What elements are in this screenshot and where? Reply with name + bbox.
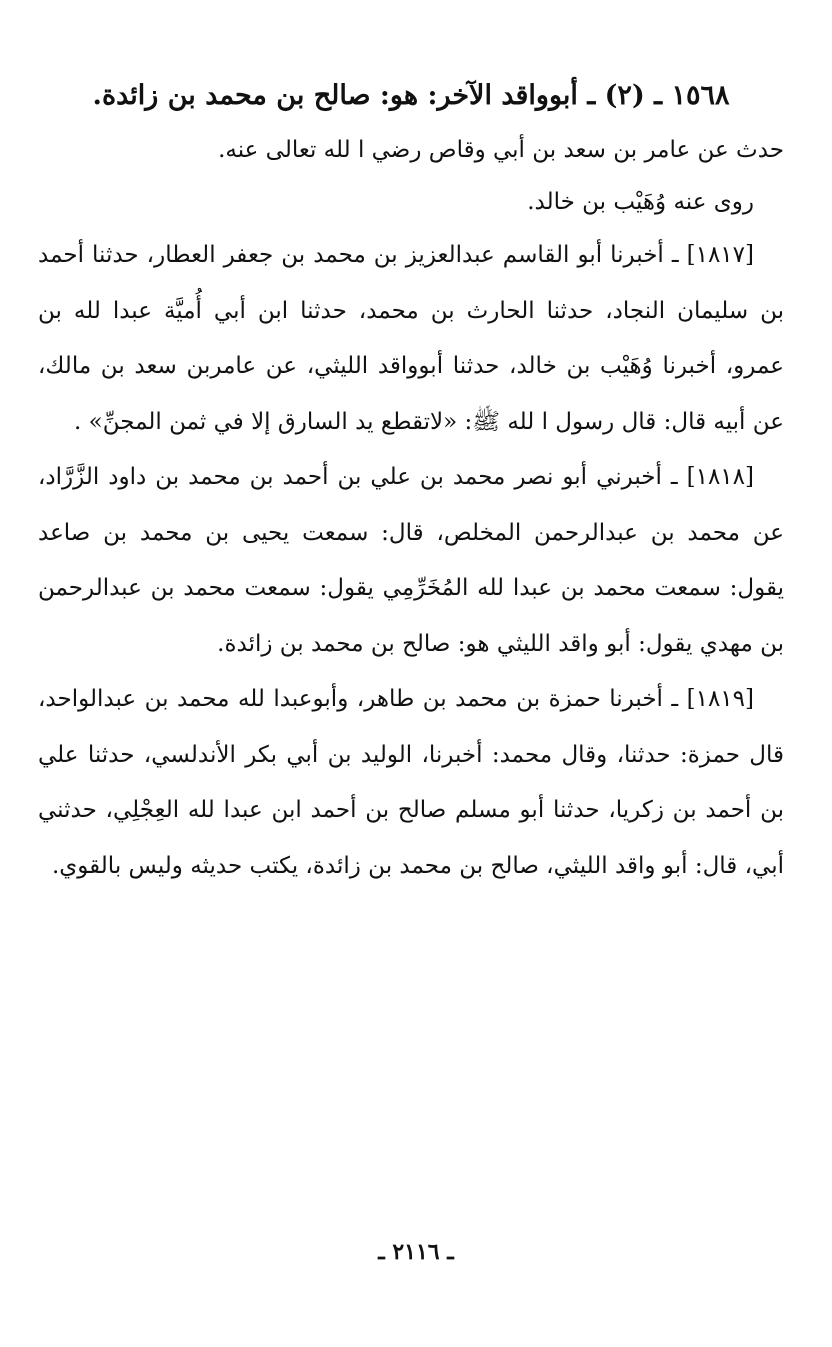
- intro-line-1: حدث عن عامر بن سعد بن أبي وقاص رضي ا لله تعالى عنه.: [218, 137, 784, 163]
- page-body: [38, 70, 784, 894]
- intro-line-2: روى عنه وُهَيْب بن خالد.: [527, 189, 754, 215]
- paragraph-1818: [١٨١٨] ـ أخبرني أبو نصر محمد بن علي بن أحمد بن محمد بن داود الزَّرَّاد، عن محمد بن عبدالرحمن المخلص، قال: سمعت يحيى بن محمد بن صاعد يقول: سمعت محمد بن عبدا لله المُخَرِّمِي يقول: سمعت محمد بن عبدالرحمن بن مهدي يقول: أبو واقد الليثي هو: صالح بن محمد بن زائدة.: [38, 464, 784, 657]
- paragraph-1819: [١٨١٩] ـ أخبرنا حمزة بن محمد بن طاهر، وأبوعبدا لله محمد بن عبدالواحد، قال حمزة: حدثنا، وقال محمد: أخبرنا، الوليد بن أبي بكر الأندلسي، حدثنا علي بن أحمد بن زكريا، حدثنا أبو مسلم صالح بن أحمد ابن عبدا لله العِجْلِي، حدثني أبي، قال: أبو واقد الليثي، صالح بن محمد بن زائدة، يكتب حديثه وليس بالقوي.: [38, 686, 784, 879]
- paragraph-1817: [١٨١٧] ـ أخبرنا أبو القاسم عبدالعزيز بن محمد بن جعفر العطار، حدثنا أحمد بن سليمان النجاد، حدثنا الحارث بن محمد، حدثنا ابن أبي أُميَّة عبدا لله بن عمرو، أخبرنا وُهَيْب بن خالد، حدثنا أبوواقد الليثي، عن عامربن سعد بن مالك، عن أبيه قال: قال رسول ا لله ﷺ: «لاتقطع يد السارق إلا في ثمن المجنِّ» .: [38, 242, 784, 435]
- page-number: ـ ٢١١٦ ـ: [378, 1239, 454, 1265]
- entry-heading: ١٥٦٨ ـ (٢) ـ أبوواقد الآخر: هو: صالح بن محمد بن زائدة.: [92, 80, 730, 111]
